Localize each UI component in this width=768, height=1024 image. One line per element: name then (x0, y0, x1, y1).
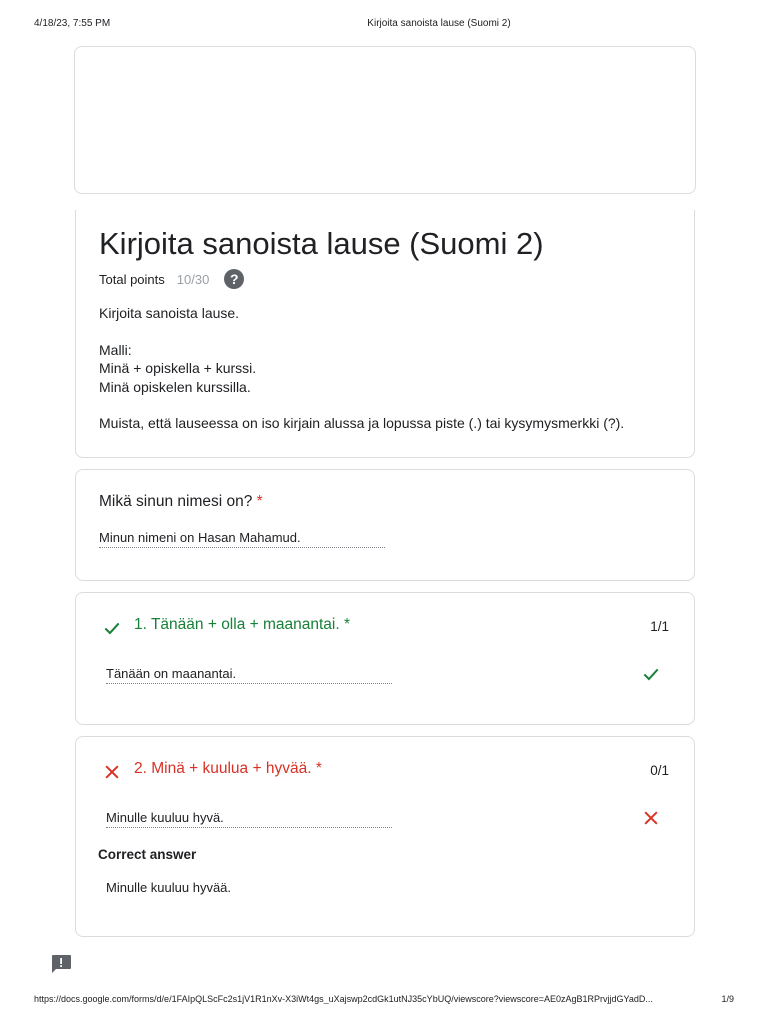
answer-text: Minun nimeni on Hasan Mahamud. (99, 530, 385, 548)
question-mark-icon[interactable]: ? (224, 269, 244, 289)
answer-text: Minulle kuuluu hyvä. (106, 810, 392, 828)
total-points-row (99, 269, 244, 289)
question-title-text: 1. Tänään + olla + maanantai. (134, 616, 340, 633)
question-title-text: 2. Minä + kuulua + hyvää. (134, 760, 312, 777)
form-title: Kirjoita sanoista lause (Suomi 2) (99, 226, 544, 261)
question-score: 0/1 (650, 763, 669, 778)
check-icon (641, 664, 661, 684)
cross-icon (641, 808, 661, 828)
form-description: Kirjoita sanoista lause. Malli: Minä + opiskella + kurssi. Minä opiskelen kurssilla. Muista, että lauseessa on iso kirjain alussa ja lopussa piste (.) tai kysymysmerkki (?). (99, 305, 625, 432)
print-footer (0, 994, 768, 1008)
print-page-number: 1/9 (721, 994, 734, 1004)
required-marker: * (343, 616, 351, 633)
question-title (134, 616, 350, 634)
print-header (0, 18, 768, 32)
check-icon (102, 618, 122, 638)
total-points-label: Total points (99, 271, 165, 287)
required-marker: * (315, 760, 322, 777)
cross-icon (102, 762, 122, 782)
required-marker: * (256, 493, 263, 510)
question-card-1 (75, 592, 695, 725)
correct-answer-label: Correct answer (98, 847, 197, 862)
question-card-name (75, 469, 695, 581)
print-url: https://docs.google.com/forms/d/e/1FAIpQLScFc2s1jV1R1nXv-X3iWt4gs_uXajswp2cdGk1utNJ35cYbUQ/viewscore?viewscore=AE0zAgB1RPrvjjdGYadD... (34, 994, 653, 1004)
answer-text: Tänään on maanantai. (106, 666, 392, 684)
form-title-card (75, 210, 695, 458)
feedback-icon[interactable] (50, 954, 72, 974)
question-title (134, 760, 322, 778)
question-title-text: Mikä sinun nimesi on? (99, 493, 253, 510)
question-card-2 (75, 736, 695, 937)
total-points-value: 10/30 (176, 271, 210, 287)
print-datetime: 4/18/23, 7:55 PM (34, 18, 111, 29)
header-banner-card (74, 46, 696, 194)
question-score: 1/1 (650, 619, 669, 634)
correct-answer-text: Minulle kuuluu hyvää. (106, 880, 232, 895)
question-title (99, 493, 263, 511)
print-doc-title: Kirjoita sanoista lause (Suomi 2) (367, 18, 511, 29)
